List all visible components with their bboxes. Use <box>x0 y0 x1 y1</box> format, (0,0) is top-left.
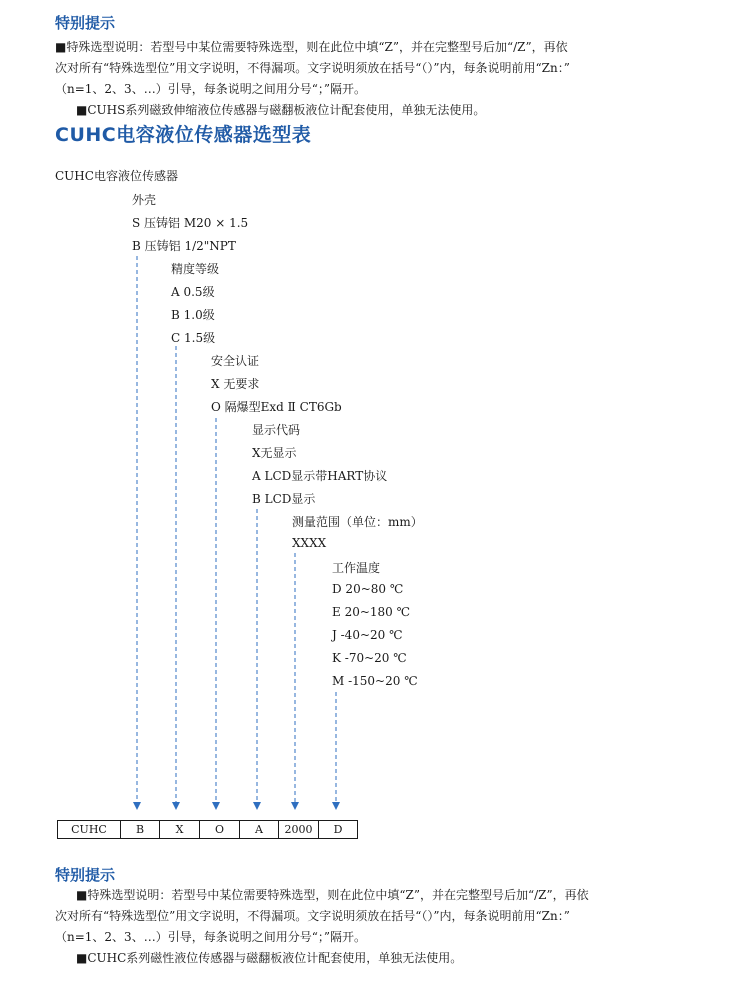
option-safety-x: X 无要求 <box>211 377 260 391</box>
example-model-code <box>57 820 358 839</box>
option-accuracy-c: C 1.5级 <box>171 331 216 345</box>
option-housing-b: B 压铸铝 1/2"NPT <box>132 239 236 253</box>
top-tip-line4: ■CUHS系列磁致伸缩液位传感器与磁翻板液位计配套使用，单独无法使用。 <box>76 103 486 117</box>
option-temp-d: D 20~80 ℃ <box>332 582 404 596</box>
option-display-b: B LCD显示 <box>252 492 316 506</box>
code-cell-display: A <box>240 821 279 838</box>
option-range-xxxx: XXXX <box>292 536 327 550</box>
option-accuracy-a: A 0.5级 <box>171 285 215 299</box>
bottom-tip-line4: ■CUHC系列磁性液位传感器与磁翻板液位计配套使用，单独无法使用。 <box>76 951 463 965</box>
bottom-tip-line3: （n=1、2、3、…）引导，每条说明之间用分号“；”隔开。 <box>55 930 366 944</box>
group-heading-temperature: 工作温度 <box>332 561 381 575</box>
bottom-tip-line2: 次对所有“特殊选型位”用文字说明，不得漏项。文字说明须放在括号“（）”内，每条说明前用“Zn：” <box>55 909 570 923</box>
bottom-tip-title: 特别提示 <box>55 866 116 884</box>
option-temp-k: K -70~20 ℃ <box>332 651 407 665</box>
group-heading-housing: 外壳 <box>132 193 157 207</box>
top-tip-title: 特别提示 <box>55 14 116 32</box>
group-heading-safety: 安全认证 <box>211 354 260 368</box>
top-tip-line1: ■特殊选型说明：若型号中某位需要特殊选型，则在此位中填“Z”，并在完整型号后加“/Z”，再依 <box>55 40 568 54</box>
group-heading-display: 显示代码 <box>252 423 301 437</box>
product-name: CUHC电容液位传感器 <box>55 169 178 183</box>
code-cell-accuracy: X <box>160 821 200 838</box>
top-tip-line2: 次对所有“特殊选型位”用文字说明，不得漏项。文字说明须放在括号“（）”内，每条说明前用“Zn：” <box>55 61 570 75</box>
option-display-a: A LCD显示带HART协议 <box>252 469 388 483</box>
code-cell-temperature: D <box>319 821 357 838</box>
option-display-x: X无显示 <box>252 446 297 460</box>
group-heading-accuracy: 精度等级 <box>171 262 220 276</box>
option-housing-s: S 压铸铝 M20 × 1.5 <box>132 216 249 230</box>
top-tip-line3: （n=1、2、3、…）引导，每条说明之间用分号“；”隔开。 <box>55 82 366 96</box>
option-temp-j: J -40~20 ℃ <box>332 628 403 642</box>
option-accuracy-b: B 1.0级 <box>171 308 215 322</box>
code-cell-safety: O <box>200 821 240 838</box>
code-cell-range: 2000 <box>279 821 319 838</box>
page-title: CUHC电容液位传感器选型表 <box>55 124 312 146</box>
option-temp-m: M -150~20 ℃ <box>332 674 418 688</box>
bottom-tip-line1: ■特殊选型说明：若型号中某位需要特殊选型，则在此位中填“Z”，并在完整型号后加“/Z”，再依 <box>76 888 589 902</box>
option-safety-o: O 隔爆型Exd Ⅱ CT6Gb <box>211 400 342 414</box>
code-cell-series: CUHC <box>58 821 121 838</box>
option-temp-e: E 20~180 ℃ <box>332 605 411 619</box>
group-heading-range: 测量范围（单位：mm） <box>292 515 423 529</box>
code-cell-housing: B <box>121 821 160 838</box>
